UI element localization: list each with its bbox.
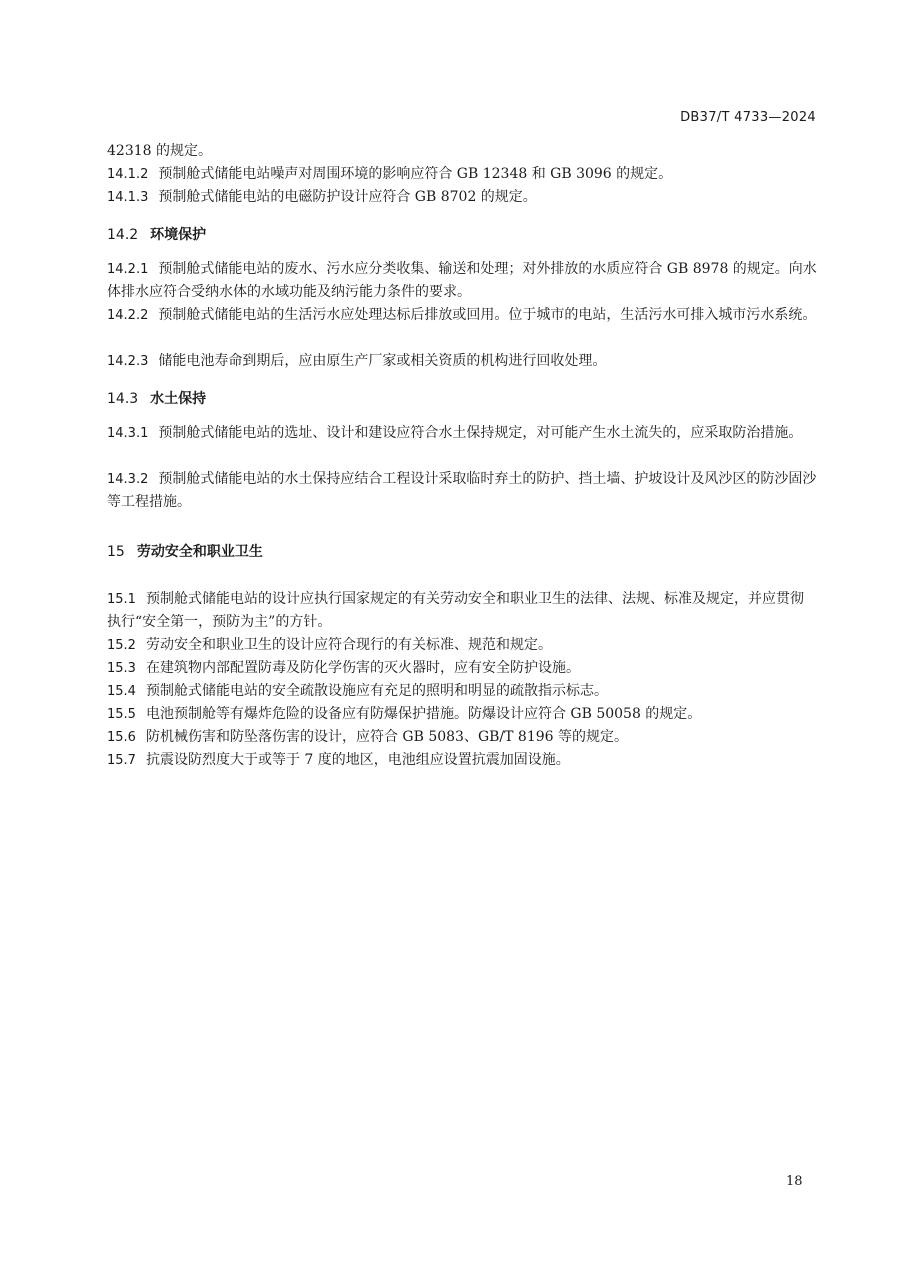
clause-text: 预制舱式储能电站的电磁防护设计应符合 GB 8702 的规定。 [158,189,537,205]
clause-15-3 [107,657,817,680]
chapter-heading-15 [107,541,263,561]
section-heading-14-2 [107,224,206,244]
clause-text: 防机械伤害和防坠落伤害的设计，应符合 GB 5083、GB/T 8196 等的规定。 [145,729,629,745]
clause-text: 在建筑物内部配置防毒及防化学伤害的灭火器时，应有安全防护设施。 [145,660,580,676]
clause-14-2-1 [107,258,817,304]
clause-15-4 [107,680,817,703]
document-id-header: DB37/T 4733—2024 [680,110,816,125]
section-title: 水土保持 [150,391,207,407]
clause-14-2-3 [107,350,817,373]
clause-14-2-2 [107,304,817,327]
clause-number: 14.3.2 [107,472,149,487]
clause-14-1-3 [107,186,817,209]
clause-number: 15.7 [107,753,136,768]
clause-15-1 [107,588,817,634]
clause-text: 预制舱式储能电站的选址、设计和建设应符合水土保持规定，对可能产生水土流失的，应采取防治措施。 [158,425,803,441]
clause-text: 预制舱式储能电站的生活污水应处理达标后排放或回用。位于城市的电站，生活污水可排入城市污水系统。 [158,307,817,323]
clause-text: 电池预制舱等有爆炸危险的设备应有防爆保护措施。防爆设计应符合 GB 50058 的规定。 [145,706,702,722]
clause-text: 预制舱式储能电站的安全疏散设施应有充足的照明和明显的疏散指示标志。 [145,683,608,699]
clause-text: 预制舱式储能电站的设计应执行国家规定的有关劳动安全和职业卫生的法律、法规、标准及规定，并应贯彻执行“安全第一，预防为主”的方针。 [107,591,804,630]
clause-text: 劳动安全和职业卫生的设计应符合现行的有关标准、规范和规定。 [145,637,552,653]
clause-number: 14.2.3 [107,354,149,369]
clause-text: 预制舱式储能电站的废水、污水应分类收集、输送和处理；对外排放的水质应符合 GB 8978 的规定。向水体排水应符合受纳水体的水域功能及纳污能力条件的要求。 [107,261,817,300]
clause-number: 15.3 [107,661,136,676]
clause-15-7 [107,749,817,772]
clause-number: 15.4 [107,684,136,699]
section-number: 14.3 [107,391,139,407]
clause-number: 15.1 [107,592,136,607]
clause-number: 14.2.1 [107,262,149,277]
clause-14-3-2 [107,468,817,514]
clause-15-5 [107,703,817,726]
clause-15-6 [107,726,817,749]
paragraph-text: 42318 的规定。 [107,143,212,159]
clause-text: 预制舱式储能电站的水土保持应结合工程设计采取临时弃土的防护、挡土墙、护坡设计及风沙区的防沙固沙等工程措施。 [107,471,817,510]
clause-number: 14.1.2 [107,167,149,182]
clause-number: 14.1.3 [107,190,149,205]
chapter-title: 劳动安全和职业卫生 [136,544,263,560]
clause-number: 14.3.1 [107,426,149,441]
clause-number: 14.2.2 [107,308,149,323]
clause-number: 15.6 [107,730,136,745]
section-heading-14-3 [107,388,206,408]
chapter-number: 15 [107,544,125,560]
clause-text: 储能电池寿命到期后，应由原生产厂家或相关资质的机构进行回收处理。 [158,353,607,369]
clause-15-2 [107,634,817,657]
clause-number: 15.5 [107,707,136,722]
clause-14-3-1 [107,422,817,445]
clause-number: 15.2 [107,638,136,653]
clause-14-1-2 [107,163,817,186]
clause-text: 预制舱式储能电站噪声对周围环境的影响应符合 GB 12348 和 GB 3096 的规定。 [158,166,673,182]
paragraph-continuation [107,140,817,163]
section-title: 环境保护 [150,227,207,243]
page-number: 18 [786,1174,803,1189]
clause-text: 抗震设防烈度大于或等于 7 度的地区，电池组应设置抗震加固设施。 [145,752,570,768]
section-number: 14.2 [107,227,139,243]
